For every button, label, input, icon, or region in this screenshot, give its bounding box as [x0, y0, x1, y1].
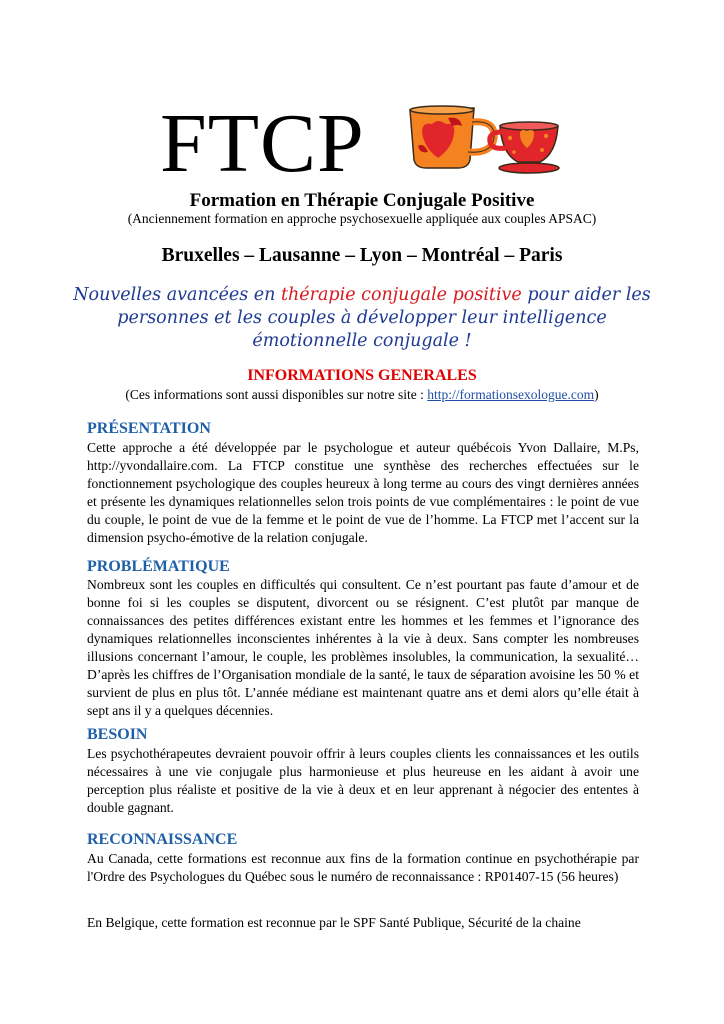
page-title: Formation en Thérapie Conjugale Positive: [189, 190, 535, 211]
section-body-besoin: Les psychothérapeutes devraient pouvoir offrir à leurs couples clients les connaissances et les outils nécessaires à une vie conjugale plus harmonieuse et plus heureuse en les aidant à avoir une perception plus réaliste et positive de la vie à deux et en leur apprenant à négocier des ententes à double gagnant.: [87, 746, 639, 815]
info-note-suffix: ): [594, 387, 599, 402]
tagline-part2: pour aider les personnes et les couples à développer leur intelligence émotionnelle conjugale !: [117, 285, 651, 351]
section-heading-problematique: PROBLÉMATIQUE: [87, 558, 230, 575]
cities-line: Bruxelles – Lausanne – Lyon – Montréal – Paris: [161, 245, 563, 266]
page-subtitle: (Anciennement formation en approche psychosexuelle appliquée aux couples APSAC): [127, 211, 597, 226]
coffee-cups-logo-icon: [404, 102, 564, 176]
section-body-reconnaissance-1: Au Canada, cette formations est reconnue aux fins de la formation continue en psychothérapie par l'Ordre des Psychologues du Québec sous le numéro de reconnaissance : RP01407-15 (56 heures): [87, 851, 639, 884]
website-link[interactable]: http://formationsexologue.com: [427, 387, 595, 402]
section-heading-presentation: PRÉSENTATION: [87, 420, 211, 437]
section-body-presentation: Cette approche a été développée par le psychologue et auteur québécois Yvon Dallaire, M.Ps, http://yvondallaire.com. La FTCP constitue une synthèse des recherches effectuées sur le fonctionnement psychologique des couples heureux à long terme au cours des vingt dernières années et présente les dynamiques relationnelles selon trois points de vue complémentaires : le point de vue du couple, le point de vue de la femme et le point de vue de l’homme. La FTCP met l’accent sur la dimension psycho-émotive de la relation conjugale.: [87, 440, 639, 545]
info-title: INFORMATIONS GENERALES: [247, 367, 477, 384]
tagline: [60, 284, 664, 353]
header-logo-row: [0, 98, 724, 190]
section-heading-reconnaissance: RECONNAISSANCE: [87, 831, 238, 848]
section-body-problematique: Nombreux sont les couples en difficultés qui consultent. Ce n’est pourtant pas faute d’amour et de bonne foi si les couples se disputent, divorcent ou se résignent. C’est plutôt par manque de connaissances des petites différences existant entre les hommes et les femmes et l’ignorance des dynamiques relationnelles inconscientes inhérentes à la vie à deux. Sans compter les nombreuses illusions concernant l’amour, le couple, les problèmes insolubles, la communication, la sexualité… D’après les chiffres de l’Organisation mondiale de la santé, le taux de séparation avoisine les 50 % et survient de plus en plus tôt. L’année médiane est maintenant quatre ans et demi alors qu’elle était à sept ans il y a quelques décennies.: [87, 577, 639, 718]
section-heading-besoin: BESOIN: [87, 726, 148, 743]
logo-text: FTCP: [160, 97, 365, 190]
tagline-part1: Nouvelles avancées en: [73, 285, 281, 305]
info-note: [0, 386, 724, 404]
info-note-prefix: (Ces informations sont aussi disponibles sur notre site :: [125, 387, 428, 402]
section-body-reconnaissance-2: En Belgique, cette formation est reconnue par le SPF Santé Publique, Sécurité de la chaine: [87, 915, 581, 930]
tagline-highlight: thérapie conjugale positive: [280, 285, 522, 305]
